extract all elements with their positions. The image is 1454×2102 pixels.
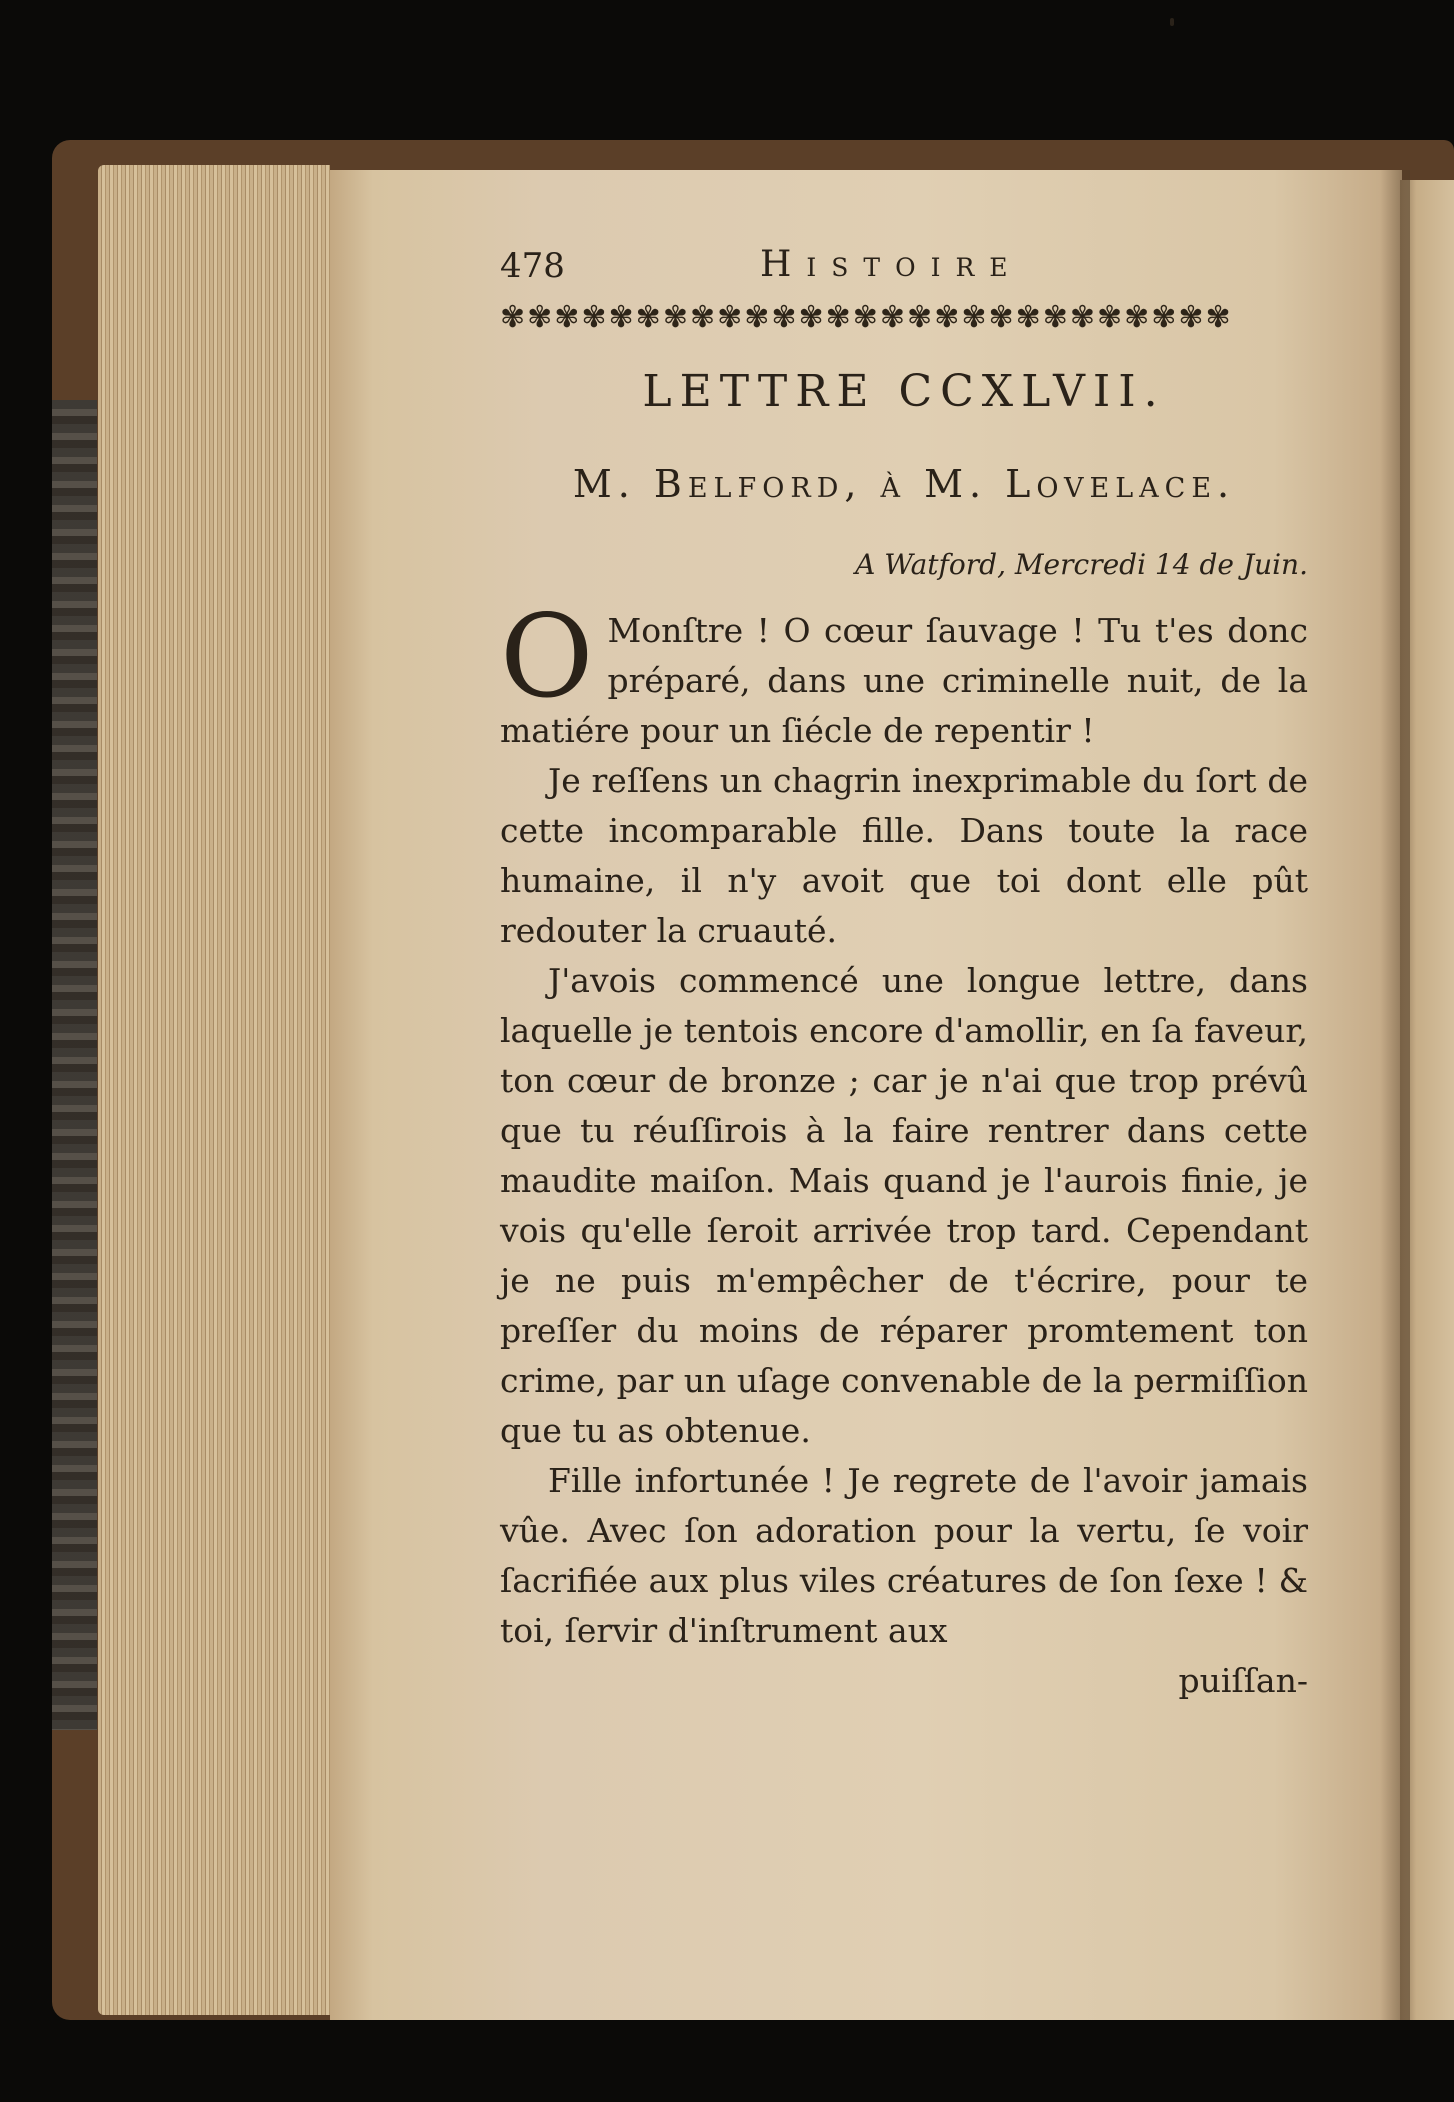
paragraph: J'avois commencé une longue lettre, dans laquelle je tentois encore d'amollir, en ſa faveur, ton cœur de bronze ; car je n'ai que trop prévû que tu réuſſirois à la faire rentrer dans cette maudite maiſon. Mais quand je l'aurois finie, je vois qu'elle ſeroit arrivée trop tard. Cependant je ne puis m'empêcher de t'écrire, pour te preſſer du moins de réparer promtement ton crime, par un uſage convenable de la permiſſion que tu as obtenue. [500,961,1308,1450]
page-edges [98,165,330,2015]
drop-cap: O [500,590,594,723]
speck [1170,18,1174,26]
letter-heading: LETTRE CCXLVII. [642,366,1166,417]
paragraph [500,590,1308,756]
page-text [500,238,1308,1706]
running-head [500,238,1308,294]
cover-spine-marbling [52,400,97,1730]
letter-address: M. Belford, à M. Lovelace. [572,462,1236,506]
page-number: 478 [500,246,565,286]
dateline: A Watford, Mercredi 14 de Juin. [855,548,1308,581]
letter-body [500,590,1308,1706]
paragraph: Fille infortunée ! Je regrete de l'avoir jamais vûe. Avec ſon adoration pour la vertu, ſe voir ſacrifiée aux plus viles créatures de ſon ſexe ! & toi, ſervir d'inſtrument aux [500,1461,1308,1650]
gutter-shadow [1380,170,1410,2020]
running-title: Histoire [760,244,1023,285]
catchword: puiſſan- [1178,1661,1308,1700]
paragraph: Je reſſens un chagrin inexprimable du ſort de cette incomparable fille. Dans toute la race humaine, il n'y avoit que toi dont elle pût redouter la cruauté. [500,761,1308,950]
paragraph-text: Monſtre ! O cœur ſauvage ! Tu t'es donc préparé, dans une criminelle nuit, de la matiére pour un ſiécle de repentir ! [500,611,1308,750]
ornament-rule: ✾✾✾✾✾✾✾✾✾✾✾✾✾✾✾✾✾✾✾✾✾✾✾✾✾✾✾ [500,300,1233,335]
